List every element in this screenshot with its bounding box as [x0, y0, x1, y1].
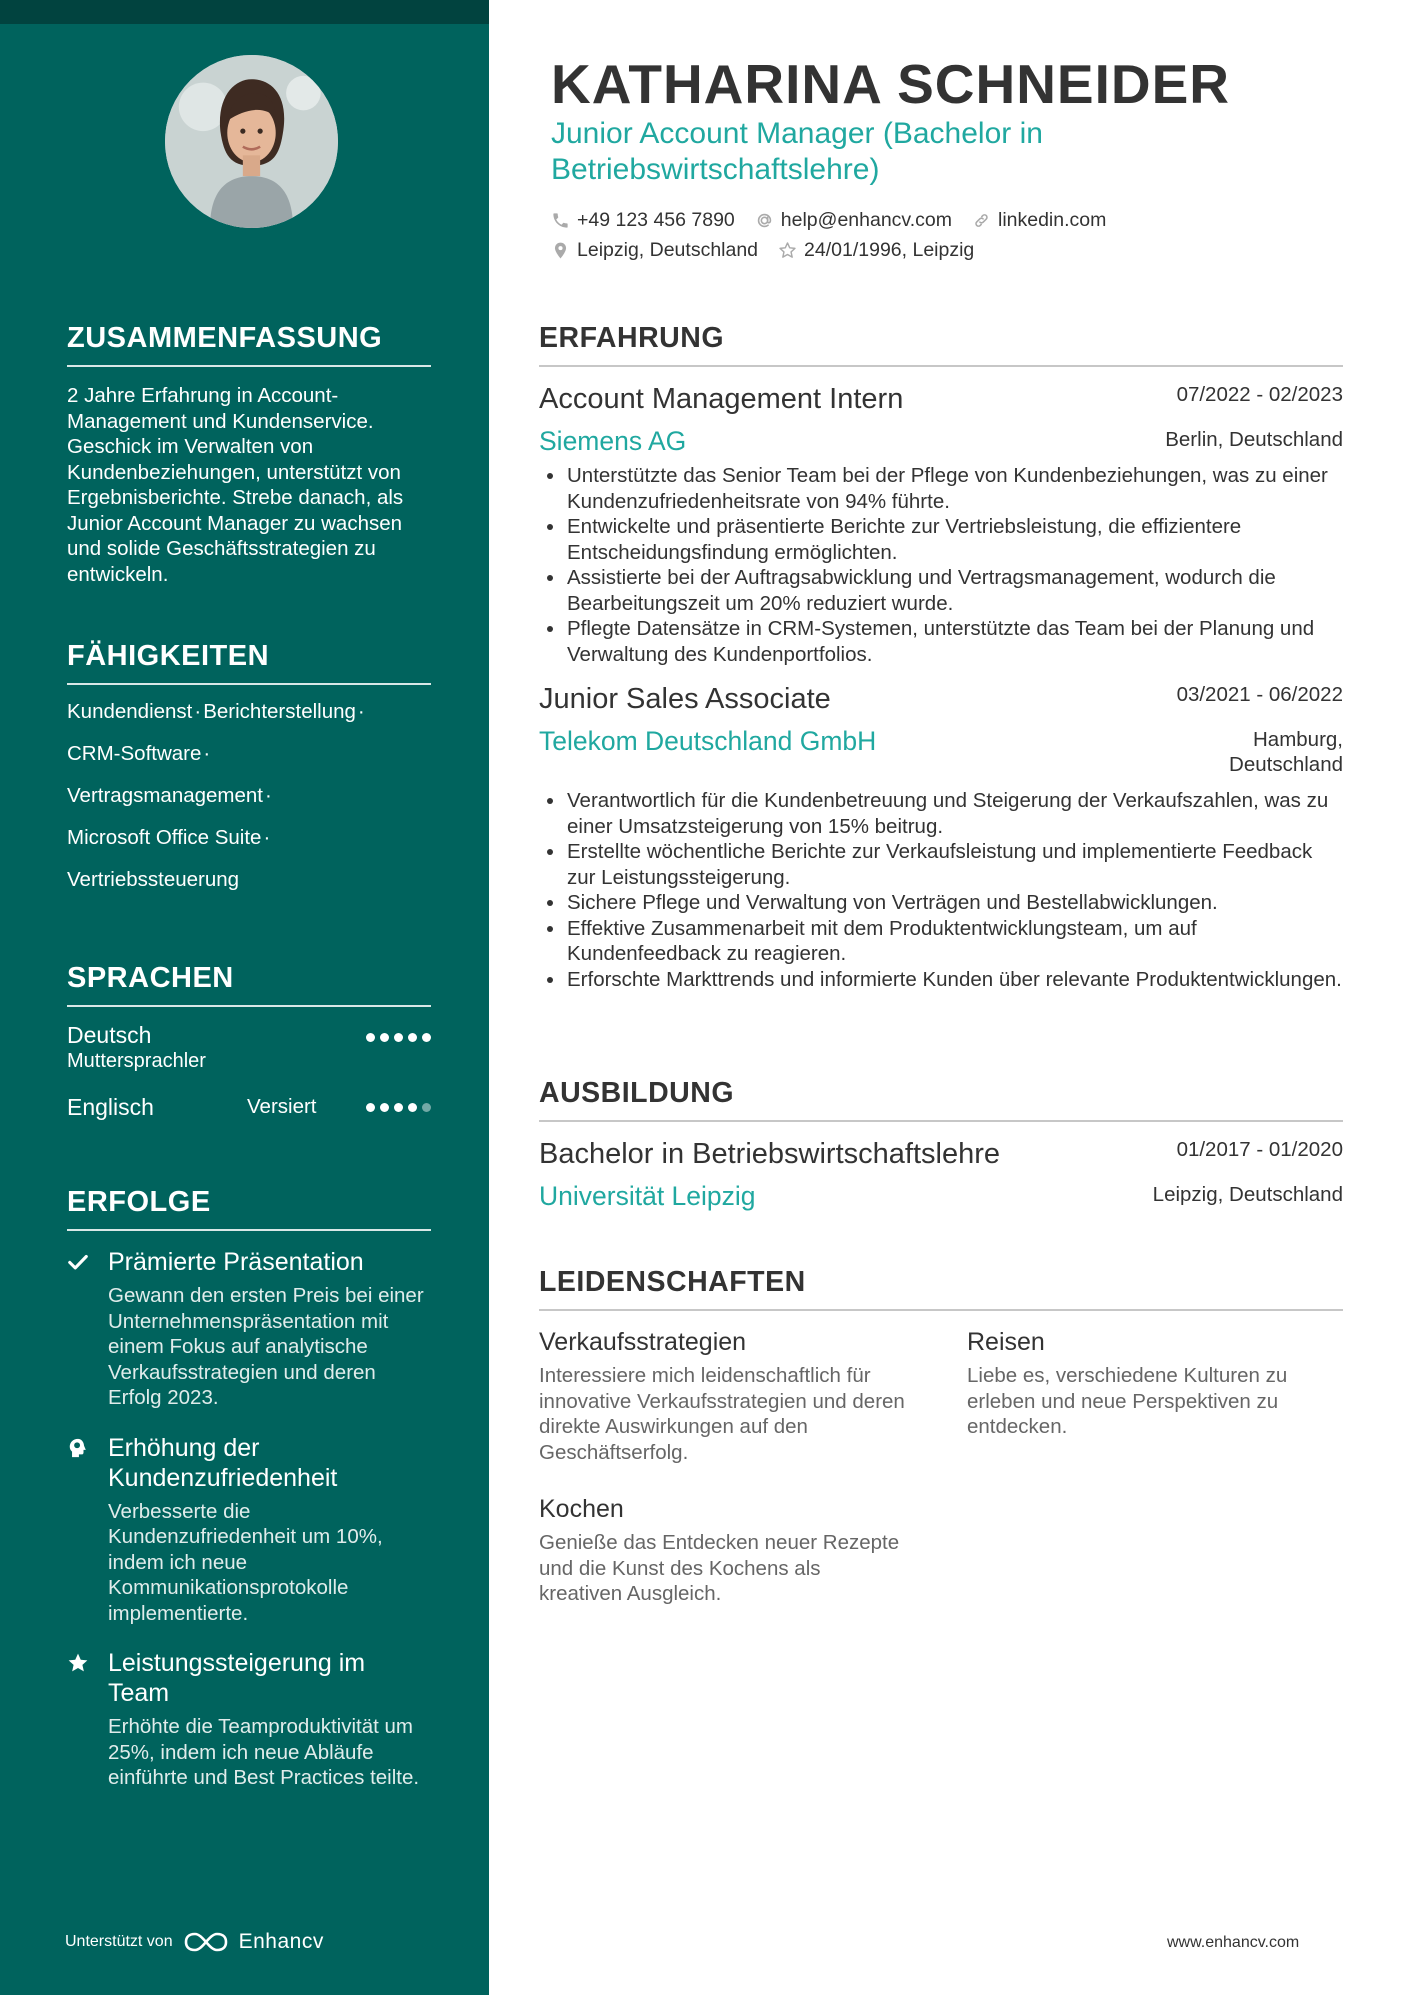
sidebar — [0, 0, 489, 1995]
contact-linkedin[interactable] — [972, 205, 1106, 235]
link-icon — [972, 211, 991, 230]
job-bullet: Pflegte Datensätze in CRM-Systemen, unterstützte das Team bei der Planung und Verwaltung des Kundenportfolios. — [539, 616, 1343, 667]
rating-dot — [408, 1103, 417, 1112]
email-address: help@enhancv.com — [780, 209, 952, 231]
skill-separator: · — [265, 784, 272, 807]
avatar — [165, 55, 338, 228]
language-name: Deutsch — [67, 1022, 152, 1048]
achievement-description: Verbesserte die Kundenzufriedenheit um 10%, indem ich neue Kommunikationsprotokolle implementierte. — [108, 1499, 383, 1625]
skills-list — [67, 699, 431, 892]
rating-dot — [366, 1033, 375, 1042]
skill-item: CRM-Software — [67, 742, 202, 765]
achievement-title: Leistungssteigerung im Team — [108, 1649, 366, 1707]
job-dates: 07/2022 - 02/2023 — [1176, 383, 1343, 406]
skill-item: Berichterstellung — [203, 700, 356, 723]
achievement-item — [67, 1247, 431, 1411]
contact-row — [551, 235, 1311, 265]
job-title: Account Management Intern — [539, 383, 904, 415]
language-level: Muttersprachler — [67, 1050, 206, 1072]
job-bullets — [539, 463, 1343, 667]
summary-section — [67, 322, 431, 587]
phone-number: +49 123 456 7890 — [577, 209, 735, 231]
job-company[interactable]: Telekom Deutschland GmbH — [539, 726, 877, 756]
language-name: Englisch — [67, 1094, 154, 1120]
job-bullet: Erforschte Markttrends und informierte Kunden über relevante Produktentwicklungen. — [539, 967, 1343, 993]
passion-title: Verkaufsstrategien — [539, 1328, 747, 1356]
rating-dot — [422, 1103, 431, 1112]
check-icon — [67, 1251, 89, 1273]
phone-icon — [551, 211, 570, 230]
achievement-title: Erhöhung der Kundenzufriedenheit — [108, 1433, 338, 1492]
at-icon — [755, 211, 774, 230]
rating-dot — [380, 1103, 389, 1112]
rating-dot — [422, 1033, 431, 1042]
location-text: Leipzig, Deutschland — [577, 239, 759, 261]
passion-title: Kochen — [539, 1495, 624, 1523]
achievement-item — [67, 1433, 431, 1627]
job-bullet: Verantwortlich für die Kundenbetreuung und Steigerung der Verkaufszahlen, was zu einer Umsatzsteigerung von 15% beitrug. — [539, 788, 1343, 839]
job-location: Berlin, Deutschland — [1165, 428, 1343, 451]
education-location: Leipzig, Deutschland — [1152, 1183, 1343, 1206]
rating-dot — [394, 1103, 403, 1112]
job-title: Junior Sales Associate — [539, 683, 831, 715]
skill-line — [67, 825, 431, 850]
rating-dot — [366, 1103, 375, 1112]
job-location-line: Hamburg, — [1252, 728, 1343, 751]
passion-item — [539, 1327, 929, 1465]
rating-dot — [380, 1033, 389, 1042]
enhancv-logo-icon — [183, 1930, 229, 1954]
footer-url[interactable]: www.enhancv.com — [1167, 1934, 1300, 1951]
avatar-photo — [165, 55, 338, 228]
location-pin-icon — [551, 241, 570, 260]
education-title: AUSBILDUNG — [539, 1077, 1343, 1122]
summary-text: 2 Jahre Erfahrung in Account-Management und Kundenservice. Geschick im Verwalten von Kundenbeziehungen, unterstützt von Ergebnisberichte. Strebe danach, als Junior Account Manager zu wachsen und solide Geschäftsstrategien zu entwickeln. — [67, 384, 404, 586]
candidate-role: Junior Account Manager (Bachelor in Betriebswirtschaftslehre) — [551, 117, 1043, 186]
achievements-section — [67, 1186, 431, 1791]
skills-title: FÄHIGKEITEN — [67, 640, 431, 685]
star-outline-icon — [778, 241, 797, 260]
job-dates: 03/2021 - 06/2022 — [1176, 683, 1343, 706]
linkedin-url: linkedin.com — [997, 209, 1107, 231]
passion-description: Genieße das Entdecken neuer Rezepte und die Kunst des Kochens als kreativen Ausgleich. — [539, 1531, 900, 1605]
rating-dot — [394, 1033, 403, 1042]
birth-text: 24/01/1996, Leipzig — [804, 239, 975, 261]
passion-title: Reisen — [967, 1328, 1045, 1356]
language-rating — [366, 1033, 431, 1042]
passions-section — [539, 1266, 1343, 1627]
skill-separator: · — [357, 700, 365, 723]
passions-grid — [539, 1327, 1343, 1627]
head-idea-icon — [67, 1437, 89, 1459]
language-rating — [366, 1103, 431, 1112]
passions-title: LEIDENSCHAFTEN — [539, 1266, 1343, 1311]
job-bullet: Entwickelte und präsentierte Berichte zur Vertriebsleistung, die effizientere Entscheidungsfindung ermöglichten. — [539, 514, 1343, 565]
skill-item: Kundendienst — [67, 700, 193, 723]
languages-title: SPRACHEN — [67, 962, 431, 1007]
contact-email[interactable] — [755, 205, 952, 235]
achievement-title: Prämierte Präsentation — [108, 1248, 364, 1276]
school-name[interactable]: Universität Leipzig — [539, 1181, 756, 1211]
skill-separator: · — [194, 700, 202, 723]
job-location-line: Deutschland — [1229, 753, 1343, 776]
job-bullet: Unterstützte das Senior Team bei der Pflege von Kundenbeziehungen, was zu einer Kundenzufriedenheitsrate von 94% führte. — [539, 463, 1343, 514]
contact-info — [551, 205, 1311, 265]
rating-dot — [408, 1033, 417, 1042]
skill-line — [67, 867, 431, 892]
job-bullet: Erstellte wöchentliche Berichte zur Verkaufsleistung und implementierte Feedback zur Leistungssteigerung. — [539, 839, 1343, 890]
skill-separator: · — [263, 826, 271, 849]
skill-item: Microsoft Office Suite — [67, 826, 262, 849]
job-bullet: Assistierte bei der Auftragsabwicklung und Vertragsmanagement, wodurch die Bearbeitungszeit um 20% reduziert wurde. — [539, 565, 1343, 616]
summary-title: ZUSAMMENFASSUNG — [67, 322, 431, 367]
experience-title: ERFAHRUNG — [539, 322, 1343, 367]
skill-item: Vertriebssteuerung — [67, 868, 240, 891]
experience-section — [539, 322, 1343, 992]
education-section — [539, 1077, 1343, 1212]
skill-line — [67, 783, 431, 808]
language-level: Versiert — [247, 1095, 317, 1118]
contact-location — [551, 235, 758, 265]
job-bullet: Sichere Pflege und Verwaltung von Verträgen und Bestellabwicklungen. — [539, 890, 1343, 916]
powered-by[interactable] — [65, 1930, 324, 1954]
languages-section — [67, 962, 431, 1129]
job-bullet: Effektive Zusammenarbeit mit dem Produktentwicklungsteam, um auf Kundenfeedback zu reagieren. — [539, 916, 1343, 967]
passion-description: Interessiere mich leidenschaftlich für innovative Verkaufsstrategien und deren direkte Auswirkungen auf den Geschäftserfolg. — [539, 1364, 905, 1464]
achievement-description: Erhöhte die Teamproduktivität um 25%, indem ich neue Abläufe einführte und Best Practices teilte. — [108, 1715, 420, 1789]
achievements-title: ERFOLGE — [67, 1186, 431, 1231]
passion-description: Liebe es, verschiedene Kulturen zu erleben und neue Perspektiven zu entdecken. — [967, 1364, 1288, 1438]
degree-title: Bachelor in Betriebswirtschaftslehre — [539, 1138, 1000, 1170]
language-englisch — [67, 1093, 431, 1129]
passion-item — [539, 1494, 909, 1607]
skill-separator: · — [203, 742, 211, 765]
skill-line — [67, 741, 431, 766]
achievement-item — [67, 1648, 431, 1791]
experience-entry — [539, 681, 1343, 992]
powered-by-label: Unterstützt von — [65, 1933, 173, 1950]
education-dates: 01/2017 - 01/2020 — [1176, 1138, 1343, 1161]
candidate-name: KATHARINA SCHNEIDER — [551, 53, 1230, 115]
skill-line — [67, 699, 431, 724]
contact-phone[interactable] — [551, 205, 735, 235]
job-company[interactable]: Siemens AG — [539, 426, 687, 456]
contact-row — [551, 205, 1311, 235]
contact-birth — [778, 235, 974, 265]
star-icon — [67, 1652, 89, 1674]
achievement-description: Gewann den ersten Preis bei einer Unternehmenspräsentation mit einem Fokus auf analytische Verkaufsstrategien und deren Erfolg 2023. — [108, 1284, 424, 1409]
sidebar-top-bar — [0, 0, 489, 24]
education-entry — [539, 1136, 1343, 1212]
job-bullets — [539, 788, 1343, 992]
experience-entry — [539, 381, 1343, 667]
language-deutsch — [67, 1021, 431, 1075]
passion-item — [967, 1327, 1343, 1440]
skill-item: Vertragsmanagement — [67, 784, 264, 807]
job-location — [1229, 727, 1343, 777]
brand-name: Enhancv — [238, 1930, 324, 1953]
skills-section — [67, 640, 431, 892]
